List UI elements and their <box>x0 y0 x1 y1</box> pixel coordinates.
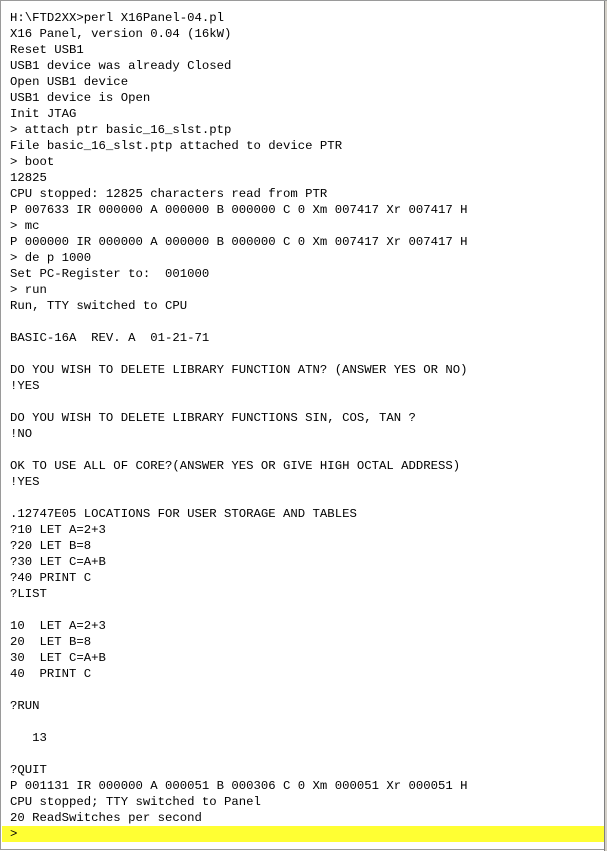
console-line: P 001131 IR 000000 A 000051 B 000306 C 0 Xm 000051 Xr 000051 H <box>10 779 468 793</box>
console-line: BASIC-16A REV. A 01-21-71 <box>10 331 210 345</box>
console-line: OK TO USE ALL OF CORE?(ANSWER YES OR GIVE HIGH OCTAL ADDRESS) <box>10 459 461 473</box>
console-line <box>10 746 468 762</box>
console-line: P 000000 IR 000000 A 000000 B 000000 C 0 Xm 007417 Xr 007417 H <box>10 235 468 249</box>
console-line: USB1 device is Open <box>10 91 151 105</box>
console-line: H:\FTD2XX>perl X16Panel-04.pl <box>10 11 225 25</box>
console-line: 13 <box>10 731 47 745</box>
console-line: ?QUIT <box>10 763 47 777</box>
console-line: !NO <box>10 427 33 441</box>
console-line: ?40 PRINT C <box>10 571 92 585</box>
console-line <box>10 602 468 618</box>
console-line: Run, TTY switched to CPU <box>10 299 188 313</box>
console-line <box>10 346 468 362</box>
console-line: USB1 device was already Closed <box>10 59 232 73</box>
console-line <box>10 682 468 698</box>
console-line: > de p 1000 <box>10 251 92 265</box>
console-line: 20 LET B=8 <box>10 635 92 649</box>
console-line: > mc <box>10 219 40 233</box>
console-line: ?20 LET B=8 <box>10 539 92 553</box>
console-line: X16 Panel, version 0.04 (16kW) <box>10 27 232 41</box>
console-line: > boot <box>10 155 55 169</box>
prompt-symbol: > <box>10 827 18 841</box>
command-input[interactable] <box>20 826 600 842</box>
console-line: DO YOU WISH TO DELETE LIBRARY FUNCTIONS SIN, COS, TAN ? <box>10 411 416 425</box>
console-line: ?RUN <box>10 699 40 713</box>
console-line: > attach ptr basic_16_slst.ptp <box>10 123 232 137</box>
command-line[interactable] <box>2 826 607 842</box>
console-line: !YES <box>10 475 40 489</box>
console-line: 40 PRINT C <box>10 667 92 681</box>
console-line: DO YOU WISH TO DELETE LIBRARY FUNCTION ATN? (ANSWER YES OR NO) <box>10 363 468 377</box>
console-line <box>10 314 468 330</box>
console-line: .12747E05 LOCATIONS FOR USER STORAGE AND TABLES <box>10 507 357 521</box>
console-line: Set PC-Register to: 001000 <box>10 267 210 281</box>
console-line: 10 LET A=2+3 <box>10 619 106 633</box>
console-line <box>10 442 468 458</box>
console-line: Init JTAG <box>10 107 77 121</box>
console-line: CPU stopped: 12825 characters read from PTR <box>10 187 328 201</box>
console-line: P 007633 IR 000000 A 000000 B 000000 C 0 Xm 007417 Xr 007417 H <box>10 203 468 217</box>
console-line: ?30 LET C=A+B <box>10 555 106 569</box>
console-output <box>10 10 468 826</box>
console-line <box>10 490 468 506</box>
console-line: ?LIST <box>10 587 47 601</box>
console-line: > run <box>10 283 47 297</box>
console-line <box>10 714 468 730</box>
console-line <box>10 394 468 410</box>
console-line: Open USB1 device <box>10 75 129 89</box>
console-line: CPU stopped; TTY switched to Panel <box>10 795 261 809</box>
console-line: !YES <box>10 379 40 393</box>
console-line: 12825 <box>10 171 47 185</box>
console-line: Reset USB1 <box>10 43 84 57</box>
console-line: File basic_16_slst.ptp attached to device PTR <box>10 139 343 153</box>
console-line: 20 ReadSwitches per second <box>10 811 202 825</box>
console-line: ?10 LET A=2+3 <box>10 523 106 537</box>
console-line: 30 LET C=A+B <box>10 651 106 665</box>
